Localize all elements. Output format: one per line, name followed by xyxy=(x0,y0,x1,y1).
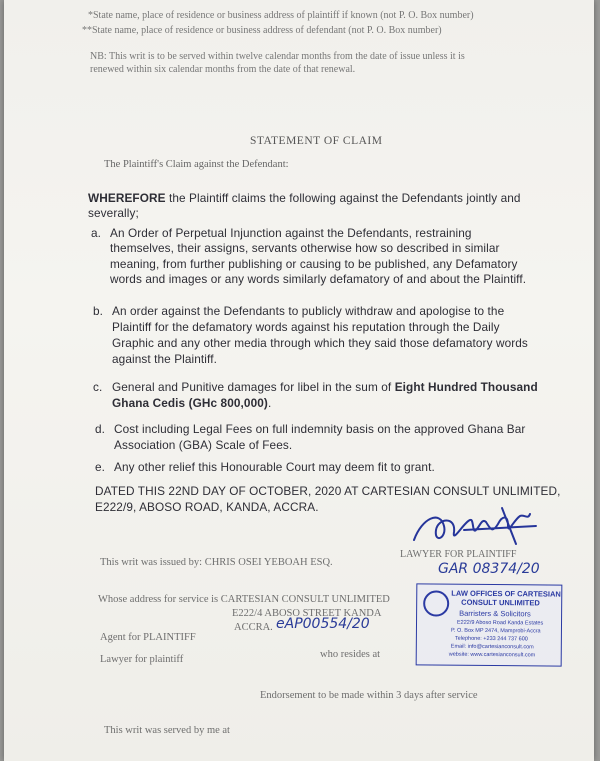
dated-line-1: DATED THIS 22ND DAY OF OCTOBER, 2020 AT CARTESIAN CONSULT UNLIMITED, xyxy=(95,484,561,498)
stamp-line: E222/9 Aboso Road Kanda Estates xyxy=(456,619,544,627)
item-d-line: Association (GBA) Scale of Fees. xyxy=(114,438,293,452)
document-page xyxy=(4,0,594,761)
agent-for-plaintiff: Agent for PLAINTIFF xyxy=(100,632,196,643)
law-office-stamp xyxy=(416,583,563,666)
claim-intro: The Plaintiff's Claim against the Defendant: xyxy=(104,159,289,170)
address-line-3: ACCRA. xyxy=(234,622,273,633)
item-a-line: words and images or any words similarly defamatory of and about the Plaintiff. xyxy=(110,272,527,286)
item-e-line: Any other relief this Honourable Court may deem fit to grant. xyxy=(114,460,435,474)
item-e-marker: e. xyxy=(95,460,106,474)
plaintiff-address-note: *State name, place of residence or business address of plaintiff if known (not P. O. Box number) xyxy=(88,10,474,21)
item-b-line: An order against the Defendants to publicly withdraw and apologise to the xyxy=(112,304,505,318)
item-a-line: An Order of Perpetual Injunction against the Defendants, restraining xyxy=(110,226,472,240)
item-a-marker: a. xyxy=(91,226,102,240)
item-c-text: General and Punitive damages for libel in the sum of xyxy=(112,380,395,394)
defendant-address-note: **State name, place of residence or business address of defendant (not P. O. Box number) xyxy=(82,25,442,36)
stamp-line: Email: info@cartesianconsult.com xyxy=(450,643,534,651)
stamp-line: website: www.cartesianconsult.com xyxy=(448,651,536,659)
item-d-marker: d. xyxy=(95,422,106,436)
stamp-logo-icon xyxy=(423,590,449,616)
address-for-service: Whose address for service is CARTESIAN CONSULT UNLIMITED xyxy=(98,594,390,605)
item-c-marker: c. xyxy=(93,380,103,394)
nb-line-2: renewed within six calendar months from the date of that renewal. xyxy=(90,64,356,75)
item-b-line: Plaintiff for the defamatory words against his reputation through the Daily xyxy=(112,320,500,334)
item-c-amount-words: Eight Hundred Thousand xyxy=(394,380,538,394)
wherefore-bold: WHEREFORE xyxy=(88,191,166,205)
stamp-line: Telephone: +233 244 737 600 xyxy=(454,635,528,643)
stamp-line: CONSULT UNLIMITED xyxy=(461,597,540,608)
address-line-2: E222/4 ABOSO STREET KANDA xyxy=(232,608,382,619)
item-c-end: . xyxy=(267,396,272,410)
statement-title: STATEMENT OF CLAIM xyxy=(250,135,383,147)
dated-line-2: E222/9, ABOSO ROAD, KANDA, ACCRA. xyxy=(95,500,319,514)
resides-at: who resides at xyxy=(320,649,381,660)
lawyer-for-plaintiff-label: LAWYER FOR PLAINTIFF xyxy=(400,549,517,560)
wherefore-text: the Plaintiff claims the following against the Defendants jointly and xyxy=(165,191,521,205)
item-a-line: meaning, from further publishing or causing to be published, any Defamatory xyxy=(110,257,518,271)
endorsement-note: Endorsement to be made within 3 days after service xyxy=(260,690,478,701)
stamp-line: Barristers & Solicitors xyxy=(459,608,531,619)
issued-by: This writ was issued by: CHRIS OSEI YEBOAH ESQ. xyxy=(100,557,333,568)
item-c-line-1 xyxy=(112,380,538,394)
nb-line-1: NB: This writ is to be served within twelve calendar months from the date of issue unless it is xyxy=(90,51,465,62)
item-c-amount: Ghana Cedis (GHc 800,000) xyxy=(112,396,268,410)
served-by: This writ was served by me at xyxy=(104,725,230,736)
stamp-line: P. O. Box MP 2474, Mamprobi-Accra xyxy=(450,627,541,635)
wherefore-line-1 xyxy=(88,191,521,205)
item-c-line-2 xyxy=(112,396,271,410)
item-b-marker: b. xyxy=(93,304,104,318)
item-d-line: Cost including Legal Fees on full indemnity basis on the approved Ghana Bar xyxy=(114,422,526,436)
wherefore-line-2: severally; xyxy=(88,206,139,220)
item-b-line: Graphic and any other media through which they said those defamatory words xyxy=(112,336,528,350)
licence-number-handwritten: GAR 08374/20 xyxy=(438,561,540,577)
stamp-line: LAW OFFICES OF CARTESIAN xyxy=(451,588,561,599)
eap-number-handwritten: eAP00554/20 xyxy=(276,616,370,632)
item-b-line: against the Plaintiff. xyxy=(112,352,217,366)
item-a-line: themselves, their assigns, servants otherwise how so described in similar xyxy=(110,241,500,255)
lawyer-for-plaintiff: Lawyer for plaintiff xyxy=(100,654,184,665)
